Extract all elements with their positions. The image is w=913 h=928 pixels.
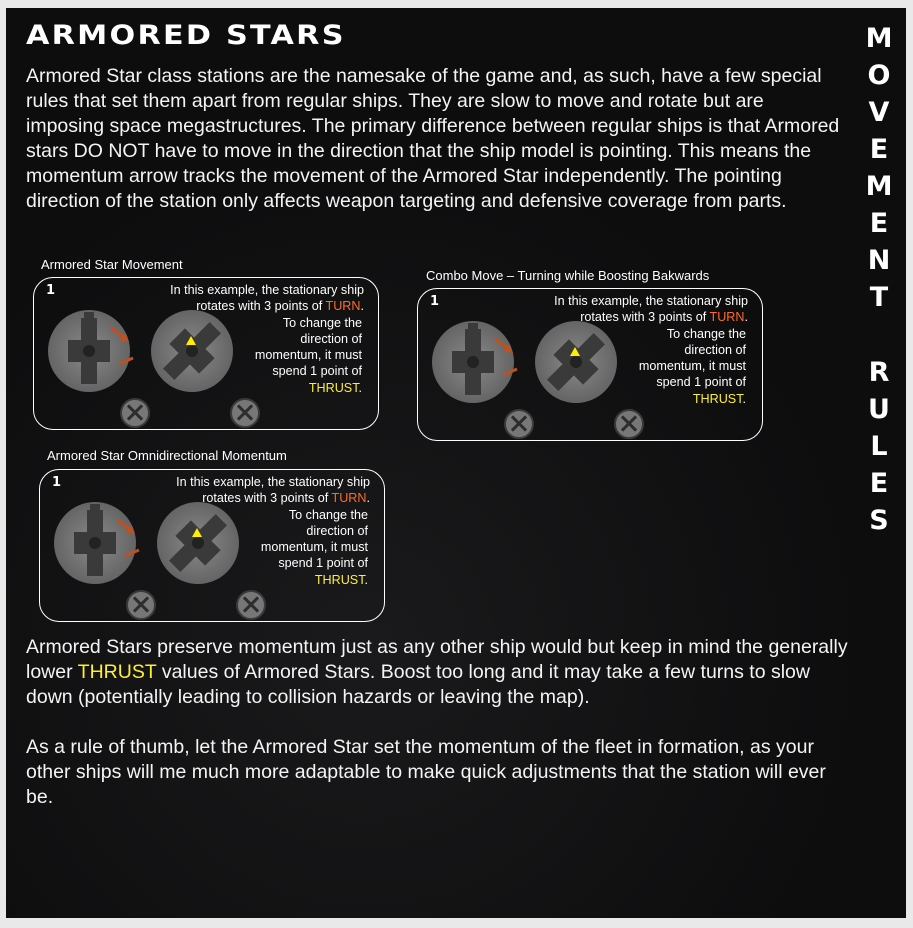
cancel-x-icon: [126, 590, 156, 620]
turn-tick-icon: [123, 547, 143, 559]
diagram-text-line: momentum, it must: [260, 540, 368, 555]
diagram-panel-combo-move: [417, 288, 763, 441]
punct: .: [358, 380, 362, 395]
turn-keyword: TURN: [325, 299, 361, 314]
station-ship-icon: [151, 310, 233, 392]
momentum-paragraph: [26, 635, 856, 710]
turn-tick-icon: [501, 366, 521, 378]
station-disc-after: [151, 310, 233, 392]
paragraph-text: values of Armored Stars. Boost too long and it may take a few turns to slow down (potentially leading to collision hazards or leaving the map).: [26, 661, 810, 708]
diagram-caption: Armored Star Omnidirectional Momentum: [47, 448, 287, 463]
turn-keyword: TURN: [709, 310, 745, 325]
diagram-text-line: momentum, it must: [254, 348, 362, 363]
station-disc-after: [157, 502, 239, 584]
diagram-text-line: spend 1 point of: [656, 375, 746, 390]
momentum-arrow-icon: [186, 336, 196, 345]
punct: .: [366, 491, 370, 506]
station-disc-after: [535, 321, 617, 403]
diagram-panel-omnidirectional: [39, 469, 385, 622]
side-letter: R: [868, 357, 890, 388]
cancel-x-icon: [236, 590, 266, 620]
side-letter: S: [869, 505, 889, 536]
cancel-x-icon: [614, 409, 644, 439]
diagram-text-line: rotates with 3 points of: [580, 310, 710, 325]
cancel-x-icon: [120, 398, 150, 428]
diagram-text-line: To change the: [288, 507, 368, 522]
step-number: 1: [46, 283, 56, 298]
step-number: 1: [52, 475, 62, 490]
diagram-text-line: To change the: [666, 326, 746, 341]
diagram-text-line: rotates with 3 points of: [196, 299, 326, 314]
diagram-text-line: In this example, the stationary ship: [554, 294, 748, 308]
side-letter: E: [869, 208, 889, 239]
turn-arrow-icon: [107, 324, 137, 354]
cancel-x-icon: [504, 409, 534, 439]
page-title: ARMORED STARS: [26, 20, 346, 51]
thrust-keyword: THRUST: [308, 380, 359, 395]
diagram-caption: Combo Move – Turning while Boosting Bakwards: [426, 268, 710, 283]
momentum-arrow-icon: [570, 347, 580, 356]
side-letter: L: [870, 431, 888, 462]
turn-arrow-icon: [491, 335, 521, 365]
cancel-x-icon: [230, 398, 260, 428]
rule-of-thumb-paragraph: As a rule of thumb, let the Armored Star set the momentum of the fleet in formation, as your other ships will me much more adaptable to make quick adjustments that the station will ever be.: [26, 736, 826, 808]
side-letter: N: [867, 245, 891, 276]
diagram-text-line: To change the: [282, 315, 362, 330]
diagram-text-line: In this example, the stationary ship: [176, 475, 370, 489]
thrust-keyword: THRUST: [77, 661, 157, 683]
side-letter: E: [869, 134, 889, 165]
diagram-text-line: spend 1 point of: [272, 364, 362, 379]
step-number: 1: [430, 294, 440, 309]
side-letter: U: [868, 394, 890, 425]
rules-page: [6, 8, 906, 918]
diagram-text-line: rotates with 3 points of: [202, 491, 332, 506]
side-letter: V: [868, 97, 890, 128]
diagram-caption: Armored Star Movement: [41, 257, 183, 272]
punct: .: [744, 310, 748, 325]
diagram-panel-movement: [33, 277, 379, 430]
diagram-text-line: direction of: [684, 342, 746, 357]
turn-arrow-icon: [113, 516, 143, 546]
diagram-text-line: In this example, the stationary ship: [170, 283, 364, 297]
punct: .: [360, 299, 364, 314]
momentum-arrow-icon: [192, 528, 202, 537]
station-ship-icon: [535, 321, 617, 403]
side-letter: T: [869, 282, 889, 313]
punct: .: [364, 572, 368, 587]
turn-tick-icon: [117, 355, 137, 367]
side-banner-movement-rules: [859, 20, 899, 539]
intro-paragraph: Armored Star class stations are the namesake of the game and, as such, have a few special rules that set them apart from regular ships. They are slow to move and rotate but are imposing space megastructures. The primary difference between regular ships is that Armored stars DO NOT have to move in the direction that the ship model is pointing. This means the momentum arrow tracks the movement of the Armored Star independently. The pointing direction of the station only affects weapon targeting and defensive coverage from parts.: [26, 65, 840, 212]
diagram-text-line: direction of: [300, 331, 362, 346]
side-letter: E: [869, 468, 889, 499]
diagram-text-line: spend 1 point of: [278, 556, 368, 571]
punct: .: [742, 391, 746, 406]
paragraph-text: Armored Stars preserve momentum just as any other ship would but keep in mind the generally lower: [26, 636, 848, 683]
turn-keyword: TURN: [331, 491, 367, 506]
thrust-keyword: THRUST: [314, 572, 365, 587]
side-letter: O: [867, 60, 891, 91]
diagram-text-line: momentum, it must: [638, 359, 746, 374]
diagram-text-line: direction of: [306, 523, 368, 538]
side-letter: M: [865, 23, 893, 54]
side-spacer: [859, 316, 899, 354]
station-ship-icon: [157, 502, 239, 584]
thrust-keyword: THRUST: [692, 391, 743, 406]
side-letter: M: [865, 171, 893, 202]
